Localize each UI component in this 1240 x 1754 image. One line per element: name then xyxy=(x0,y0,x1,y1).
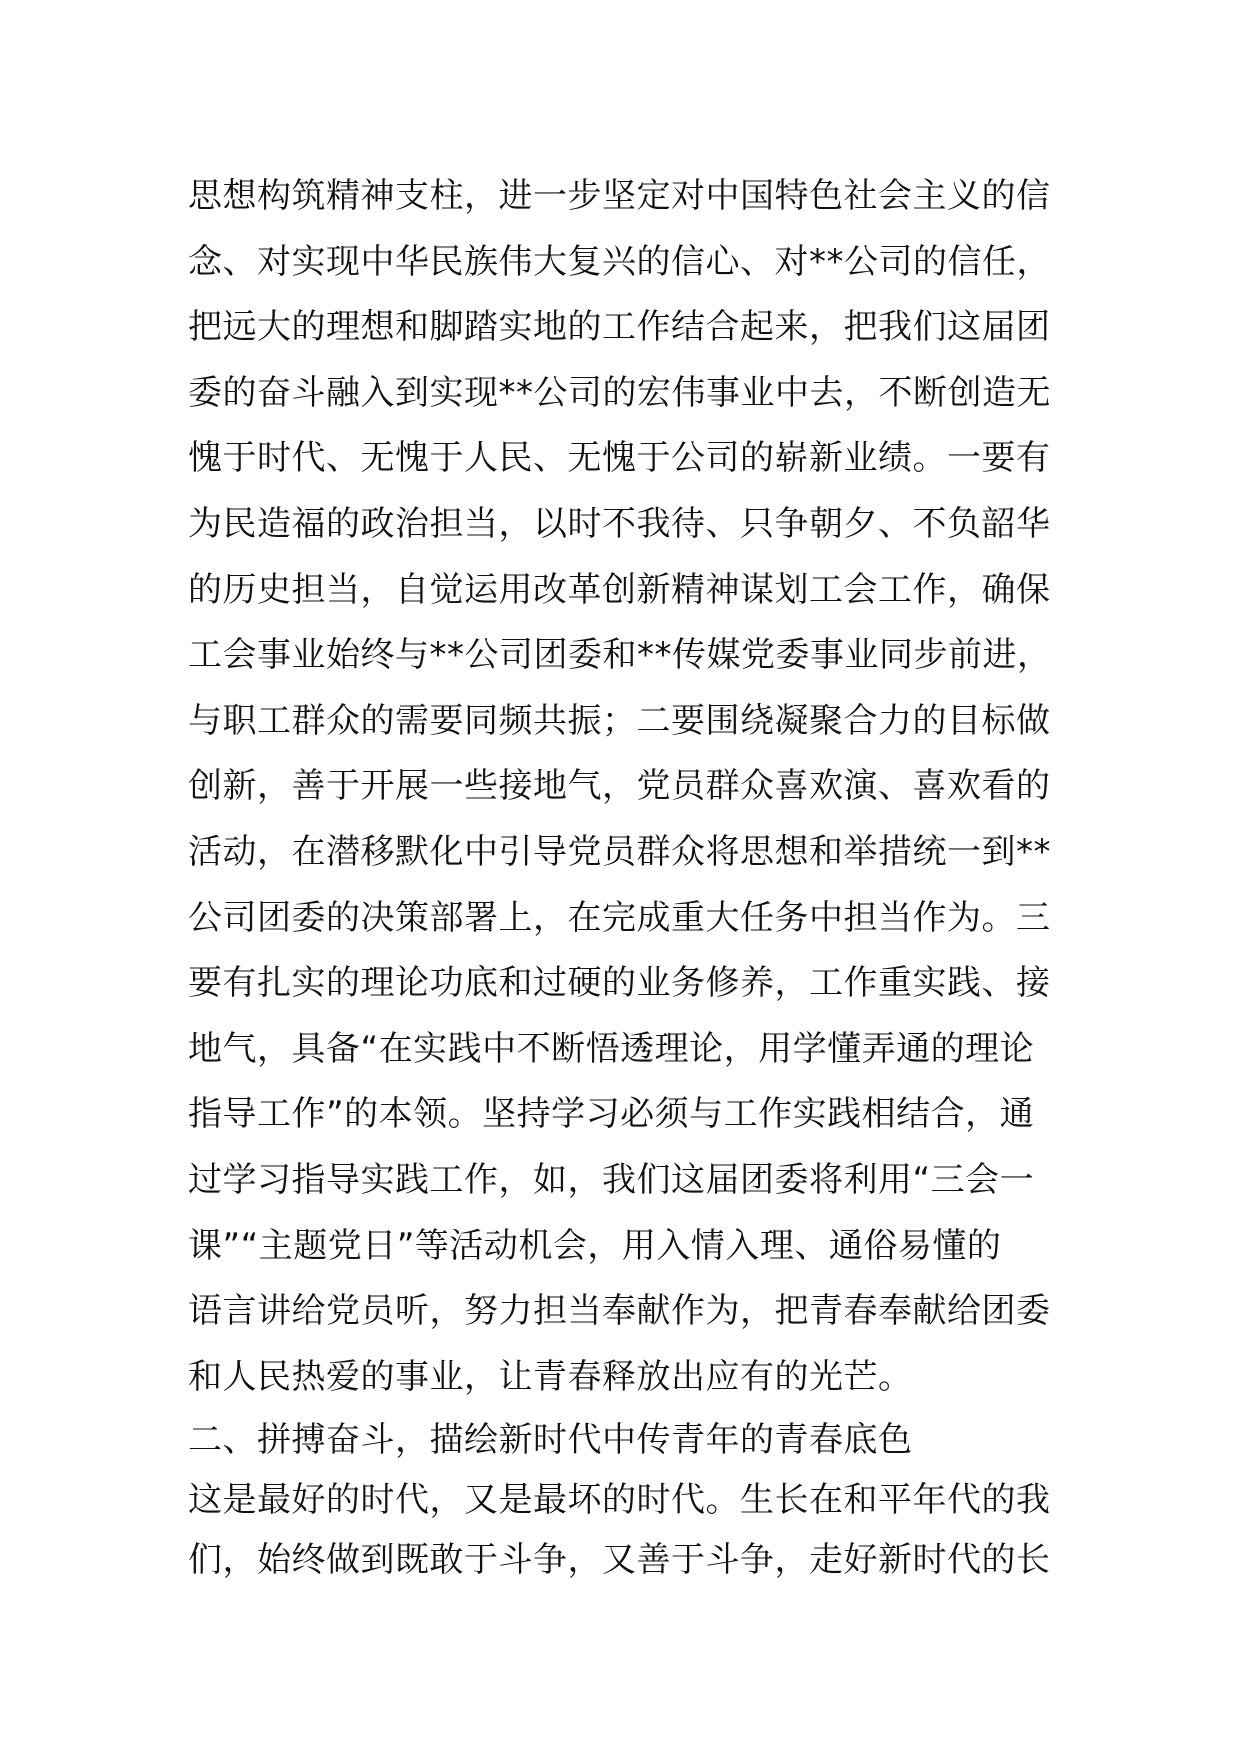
section-heading: 二、拼搏奋斗，描绘新时代中传青年的青春底色 xyxy=(188,1420,913,1461)
body-line: 愧于时代、无愧于人民、无愧于公司的崭新业绩。一要有 xyxy=(188,438,1051,479)
body-line: 公司团委的决策部署上，在完成重大任务中担当作为。三 xyxy=(188,897,1051,938)
body-line: 课”“主题党日”等活动机会，用入情入理、通俗易懂的 xyxy=(188,1225,1002,1266)
body-line: 和人民热爱的事业，让青春释放出应有的光芒。 xyxy=(188,1356,913,1397)
body-line: 这是最好的时代，又是最坏的时代。生长在和平年代的我 xyxy=(188,1480,1051,1521)
body-line: 地气，具备“在实践中不断悟透理论，用学懂弄通的理论 xyxy=(188,1028,1035,1069)
body-line: 思想构筑精神支柱，进一步坚定对中国特色社会主义的信 xyxy=(188,176,1051,216)
body-line: 指导工作”的本领。坚持学习必须与工作实践相结合，通 xyxy=(188,1094,1035,1135)
body-line: 的历史担当，自觉运用改革创新精神谋划工会工作，确保 xyxy=(188,569,1051,610)
body-line: 把远大的理想和脚踏实地的工作结合起来，把我们这届团 xyxy=(188,307,1051,348)
body-line: 活动，在潜移默化中引导党员群众将思想和举措统一到** xyxy=(188,831,1051,872)
body-line: 过学习指导实践工作，如，我们这届团委将利用“三会一 xyxy=(188,1159,1035,1200)
document-body xyxy=(188,164,1068,1590)
body-line: 创新，善于开展一些接地气，党员群众喜欢演、喜欢看的 xyxy=(188,766,1051,807)
body-line: 工会事业始终与**公司团委和**传媒党委事业同步前进， xyxy=(188,635,1052,676)
body-line: 委的奋斗融入到实现**公司的宏伟事业中去，不断创造无 xyxy=(188,372,1051,413)
body-line: 念、对实现中华民族伟大复兴的信心、对**公司的信任， xyxy=(188,241,1051,282)
body-line: 为民造福的政治担当，以时不我待、只争朝夕、不负韶华 xyxy=(188,503,1051,544)
body-line: 们，始终做到既敢于斗争，又善于斗争，走好新时代的长 xyxy=(188,1540,1051,1581)
body-line: 与职工群众的需要同频共振；二要围绕凝聚合力的目标做 xyxy=(188,700,1051,741)
body-line: 要有扎实的理论功底和过硬的业务修养，工作重实践、接 xyxy=(188,963,1051,1004)
body-line: 语言讲给党员听，努力担当奉献作为，把青春奉献给团委 xyxy=(188,1291,1051,1332)
